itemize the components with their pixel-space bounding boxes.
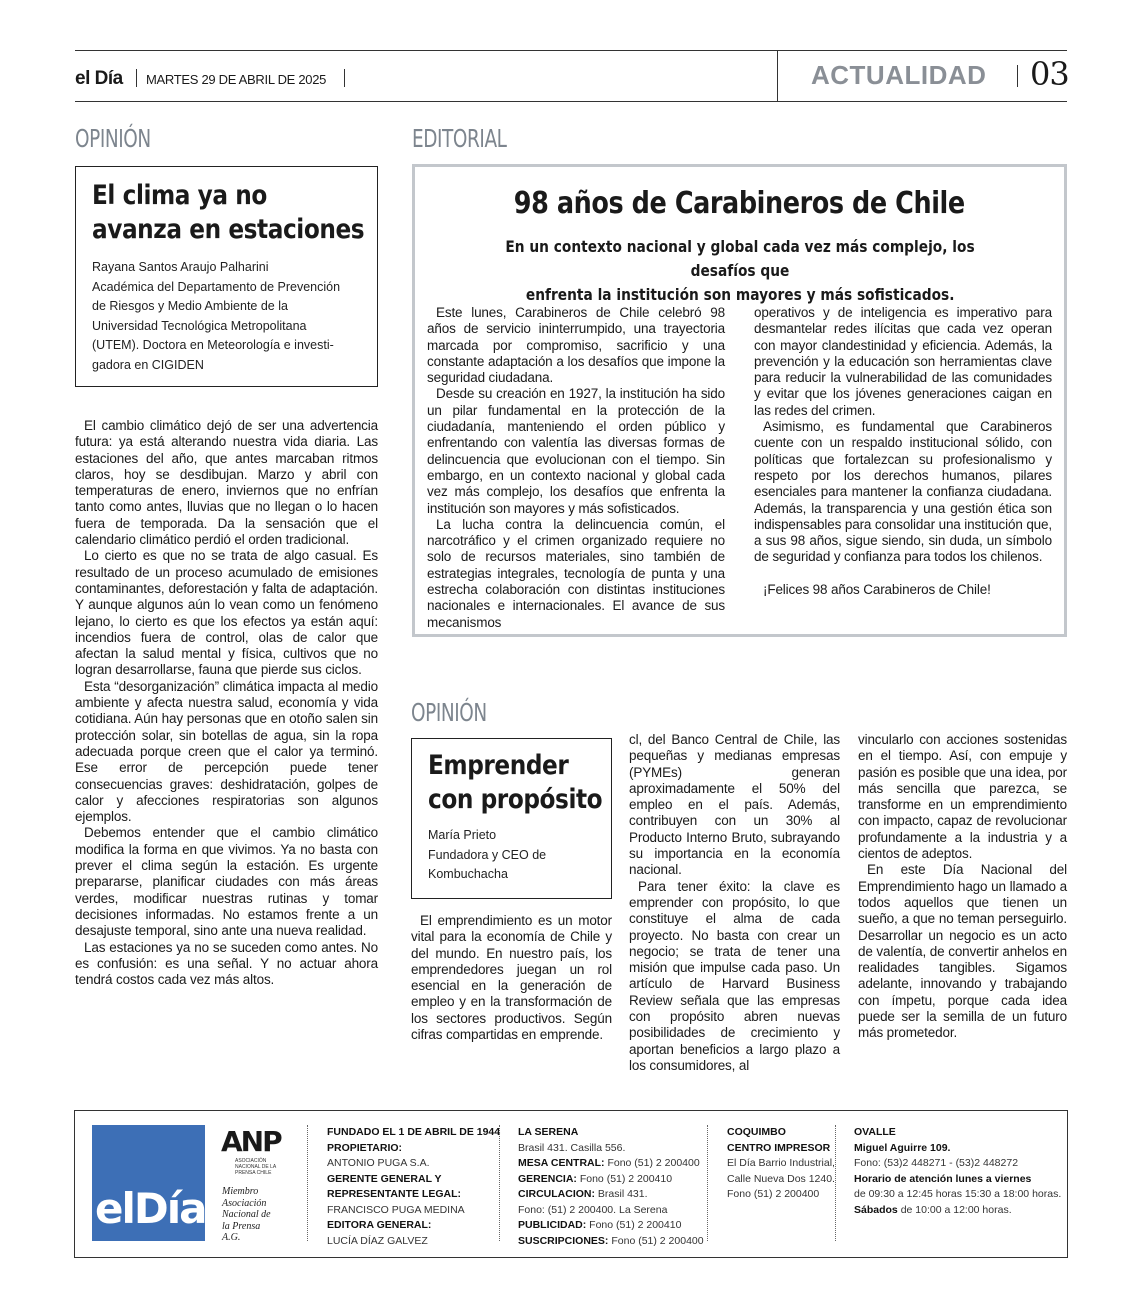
member-line: Asociación <box>222 1197 267 1209</box>
manager-label: GERENTE GENERAL Y <box>327 1172 442 1185</box>
opinion-label: OPINIÓN <box>411 698 487 727</box>
paragraph: El cambio climático dejó de ser una advertencia futura: ya está alterando nuestra vida diaria. Las estaciones del año, que antes marcaban ritmos claros, hoy se desdibujan. Marzo y abril con temperaturas de enero, inviernos que no enfrían tanto como antes, lluvias que no llegan o lo hacen fuera de temporada. Da la sensación que el calendario climático perdió el orden tradicional. <box>75 418 378 548</box>
subtitle-line: enfrenta la institución son mayores y más sofisticados. <box>525 285 955 304</box>
author-line: de Riesgos y Medio Ambiente de la <box>92 299 288 313</box>
address: Calle Nueva Dos 1240. <box>727 1172 835 1185</box>
phone: Fono (51) 2 200400 <box>727 1188 820 1200</box>
contact-label: MESA CENTRAL: <box>518 1157 605 1169</box>
contact-label: GERENCIA: <box>518 1172 577 1185</box>
member-line: Miembro <box>222 1186 259 1197</box>
issue-date: MARTES 29 DE ABRIL DE 2025 <box>146 72 327 87</box>
author-line: gadora en CIGIDEN <box>92 357 204 372</box>
phone: Fono: (53)2 448271 - (53)2 448272 <box>854 1157 1019 1169</box>
editorial-title <box>415 186 1064 221</box>
title-line: con propósito <box>428 784 603 815</box>
subtitle-line: En un contexto nacional y global cada vez más complejo, los desafíos que <box>505 237 975 280</box>
opinion-header-box <box>411 738 612 899</box>
manager-label: REPRESENTANTE LEGAL: <box>327 1188 461 1200</box>
anp-letters: ANP <box>221 1125 281 1158</box>
author-line: Fundadora y CEO de <box>428 847 547 862</box>
divider <box>344 69 345 87</box>
author-line: María Prieto <box>428 828 497 842</box>
title-text: 98 años de Carabineros de Chile <box>514 186 965 221</box>
member-line: Nacional de <box>222 1209 271 1220</box>
footer-coquimbo <box>727 1125 835 1203</box>
hours-label: Sábados <box>854 1203 898 1216</box>
footer-divider <box>499 1125 500 1241</box>
contact-value: Brasil 431. <box>597 1188 648 1200</box>
owner-label: PROPIETARIO: <box>327 1141 403 1154</box>
article-column-2 <box>629 732 840 1074</box>
paragraph: cl, del Banco Central de Chile, las pequeñas y medianas empresas (PYMEs) generan aproximadamente el 50% del empleo en el país. Además, contribuyen con un 30% al Producto Interno Bruto, subrayando su importancia en la economía nacional. <box>629 732 840 878</box>
article-title <box>428 749 602 817</box>
anp-caption: ASOCIACIÓN NACIONAL DE LA PRENSA CHILE <box>235 1158 276 1176</box>
opinion-label: OPINIÓN <box>75 124 151 153</box>
author-info <box>92 258 372 375</box>
author-info <box>428 826 608 885</box>
paragraph: vincularlo con acciones sostenidas en el tiempo. Así, con empuje y pasión es posible que una idea, por más sencilla que parezca, se transforme en un emprendimiento con impacto, capaz de revolucionar profundamente a la industria y a cientos de adeptos. <box>858 732 1067 862</box>
address: El Día Barrio Industrial, <box>727 1157 835 1169</box>
address: Brasil 431. Casilla 556. <box>518 1141 626 1154</box>
article-title <box>92 179 364 247</box>
paragraph: Debemos entender que el cambio climático modifica la forma en que vivimos. Ya no basta con prever el clima según la estación. Es urgente prepararse, planificar ciudades con más áreas verdes, modificar nuestras rutinas y tomar decisiones informadas. No estamos frente a un desajuste temporal, sino ante una nueva realidad. <box>75 825 378 939</box>
author-line: (UTEM). Doctora en Meteorología e investi- <box>92 338 334 352</box>
article-column-3 <box>858 732 1067 1042</box>
divider <box>136 69 137 87</box>
contact-value: Fono (51) 2 200410 <box>579 1172 673 1185</box>
member-line: A.G. <box>222 1232 241 1243</box>
footer-ovalle <box>854 1125 1061 1218</box>
city-title: LA SERENA <box>518 1126 579 1138</box>
article-body <box>75 418 378 988</box>
title-line: El clima ya no <box>92 180 267 211</box>
footer-la-serena <box>518 1125 704 1249</box>
contact-label: PUBLICIDAD: <box>518 1219 587 1231</box>
title-line: Emprender <box>428 750 569 781</box>
paragraph: Para tener éxito: la clave es emprender con propósito, lo que constituye el alma de cada proyecto. No basta con crear un negocio; se trata de tener una misión que impulse cada paso. Un artículo de Harvard Business Review señala que las empresas con propósito abren nuevas posibilidades de crecimiento y aportan beneficios a largo plazo a los consumidores, al <box>629 878 840 1073</box>
author-line: Universidad Tecnológica Metropolitana <box>92 318 307 333</box>
contact-value: Fono (51) 2 200410 <box>589 1219 682 1231</box>
brand-name: el Día <box>75 68 123 89</box>
title-line: avanza en estaciones <box>92 214 365 245</box>
manager-name: FRANCISCO PUGA MEDINA <box>327 1203 465 1216</box>
member-note <box>222 1186 282 1244</box>
page-number: 03 <box>1030 55 1069 93</box>
hours: de 09:30 a 12:45 horas 15:30 a 18:00 horas. <box>854 1188 1062 1200</box>
subtitle: CENTRO IMPRESOR <box>727 1141 831 1154</box>
header-rule <box>75 101 1067 102</box>
page-header <box>75 51 1067 101</box>
editorial-subtitle <box>455 235 1025 307</box>
author-line: Rayana Santos Araujo Palharini <box>92 260 269 274</box>
contact-value: Fono: (51) 2 200400. La Serena <box>518 1203 668 1216</box>
footer-staff <box>327 1125 500 1249</box>
article-column-1 <box>411 913 612 1043</box>
masthead-footer <box>74 1110 1068 1258</box>
paragraph: Lo cierto es que no se trata de algo casual. Es resultado de un proceso acumulado de emisiones contaminantes, deforestación y falta de adaptación. Y aunque algunos aún lo vean como un fenómeno lejano, lo cierto es que los efectos ya están aquí: incendios fuera de control, olas de calor que afectan la salud mental y física, cultivos que no logran desarrollarse, fauna que pierde sus ciclos. <box>75 548 378 678</box>
anp-logo <box>221 1125 291 1175</box>
paragraph: Esta “desorganización” climática impacta al medio ambiente y afecta nuestra salud, economía y vida cotidiana. Aún hay personas que en otoño salen sin protección solar, sin botellas de agua, sin la ropa adecuada porque creen que el calor ya terminó. Ese error de percepción puede tener consecuencias graves: deshidratación, golpes de calor y afecciones respiratorias son algunos ejemplos. <box>75 678 378 825</box>
footer-divider <box>307 1125 308 1241</box>
section-name: ACTUALIDAD <box>811 60 987 90</box>
paragraph: El emprendimiento es un motor vital para la economía de Chile y del mundo. En nuestro país, los emprendedores juegan un rol esencial en la generación de empleo y en la transformación de los sectores productivos. Según cifras compartidas en emprende. <box>411 913 612 1043</box>
footer-divider <box>835 1125 836 1241</box>
paragraph: Las estaciones ya no se suceden como antes. No es confusión: es una señal. Y no actuar ahora tendrá costos cada vez más altos. <box>75 939 378 988</box>
closing-line: ¡Felices 98 años Carabineros de Chile! <box>763 581 991 597</box>
paragraph: operativos y de inteligencia es imperativo para desmantelar redes ilícitas que cada vez operan con mayor clandestinidad y eficiencia. Además, la prevención y la educación son herramientas clave para reducir la vulnerabilidad de las comunidades y evitar que los jóvenes generaciones caigan en las redes del crimen. <box>754 305 1052 418</box>
contact-label: CIRCULACION: <box>518 1188 595 1200</box>
editorial-column-1 <box>427 305 725 631</box>
editorial-box <box>412 164 1067 637</box>
editor-name: LUCÍA DÍAZ GALVEZ <box>327 1234 428 1247</box>
paragraph: La lucha contra la delincuencia común, el narcotráfico y el crimen organizado requiere no solo de recursos materiales, sino también de estrategias integrales, tecnología de punta y una estrecha colaboración con distintas instituciones nacionales e internacionales. El avance de sus mecanismos <box>427 516 725 630</box>
contact-label: SUSCRIPCIONES: <box>518 1234 609 1247</box>
footer-divider <box>707 1125 708 1241</box>
address: Miguel Aguirre 109. <box>854 1141 951 1154</box>
author-line: Kombuchacha <box>428 867 508 881</box>
divider <box>1017 65 1018 87</box>
divider <box>777 51 778 101</box>
member-line: la Prensa <box>222 1220 261 1232</box>
author-line: Académica del Departamento de Prevención <box>92 279 341 294</box>
contact-value: Fono (51) 2 200400 <box>607 1157 700 1169</box>
paragraph: En este Día Nacional del Emprendimiento hago un llamado a todos aquellos que tienen un sueño, a que no teman perseguirlo. Desarrollar un negocio es un acto de valentía, de convertir anhelos en realidades tangibles. Sigamos adelante, innovando y trabajando con ímpetu, porque cada idea puede ser la semilla de un futuro más prometedor. <box>858 862 1067 1041</box>
logo-text: elDía <box>95 1184 206 1233</box>
editor-label: EDITORA GENERAL: <box>327 1219 432 1231</box>
city-title: OVALLE <box>854 1126 896 1138</box>
opinion-header-box <box>75 166 378 387</box>
city-title: COQUIMBO <box>727 1126 786 1138</box>
editorial-label: EDITORIAL <box>412 124 507 153</box>
hours: de 10:00 a 12:00 horas. <box>900 1203 1012 1216</box>
contact-value: Fono (51) 2 200400 <box>611 1234 704 1247</box>
paragraph: Asimismo, es fundamental que Carabineros cuente con un respaldo institucional sólido, con políticas que fortalezcan su profesionalismo y respeto por los derechos humanos, pilares esenciales para mantener la confianza ciudadana. Además, la transparencia y una gestión ética son indispensables para consolidar una institución que, a sus 98 años, sigue siendo, sin duda, un símbolo de seguridad y confianza para todos los chilenos. <box>754 419 1052 565</box>
newspaper-logo <box>92 1125 205 1241</box>
hours-label: Horario de atención lunes a viernes <box>854 1172 1032 1185</box>
paragraph: Desde su creación en 1927, la institución ha sido un pilar fundamental en la protección de la ciudadanía, manteniendo el orden público y enfrentando con valentía las diversas formas de delincuencia que evolucionan con el tiempo. Sin embargo, en un contexto nacional y global cada vez más complejo, los desafíos que enfrenta la institución son mayores y más sofisticados. <box>427 386 725 516</box>
editorial-column-2 <box>754 305 1052 598</box>
founded-line: FUNDADO EL 1 DE ABRIL DE 1944 <box>327 1126 501 1138</box>
paragraph: Este lunes, Carabineros de Chile celebró 98 años de servicio ininterrumpido, una trayectoria marcada por compromiso, sacrificio y una constante adaptación a los desafíos que impone la seguridad ciudadana. <box>427 305 725 386</box>
owner-name: ANTONIO PUGA S.A. <box>327 1157 430 1169</box>
